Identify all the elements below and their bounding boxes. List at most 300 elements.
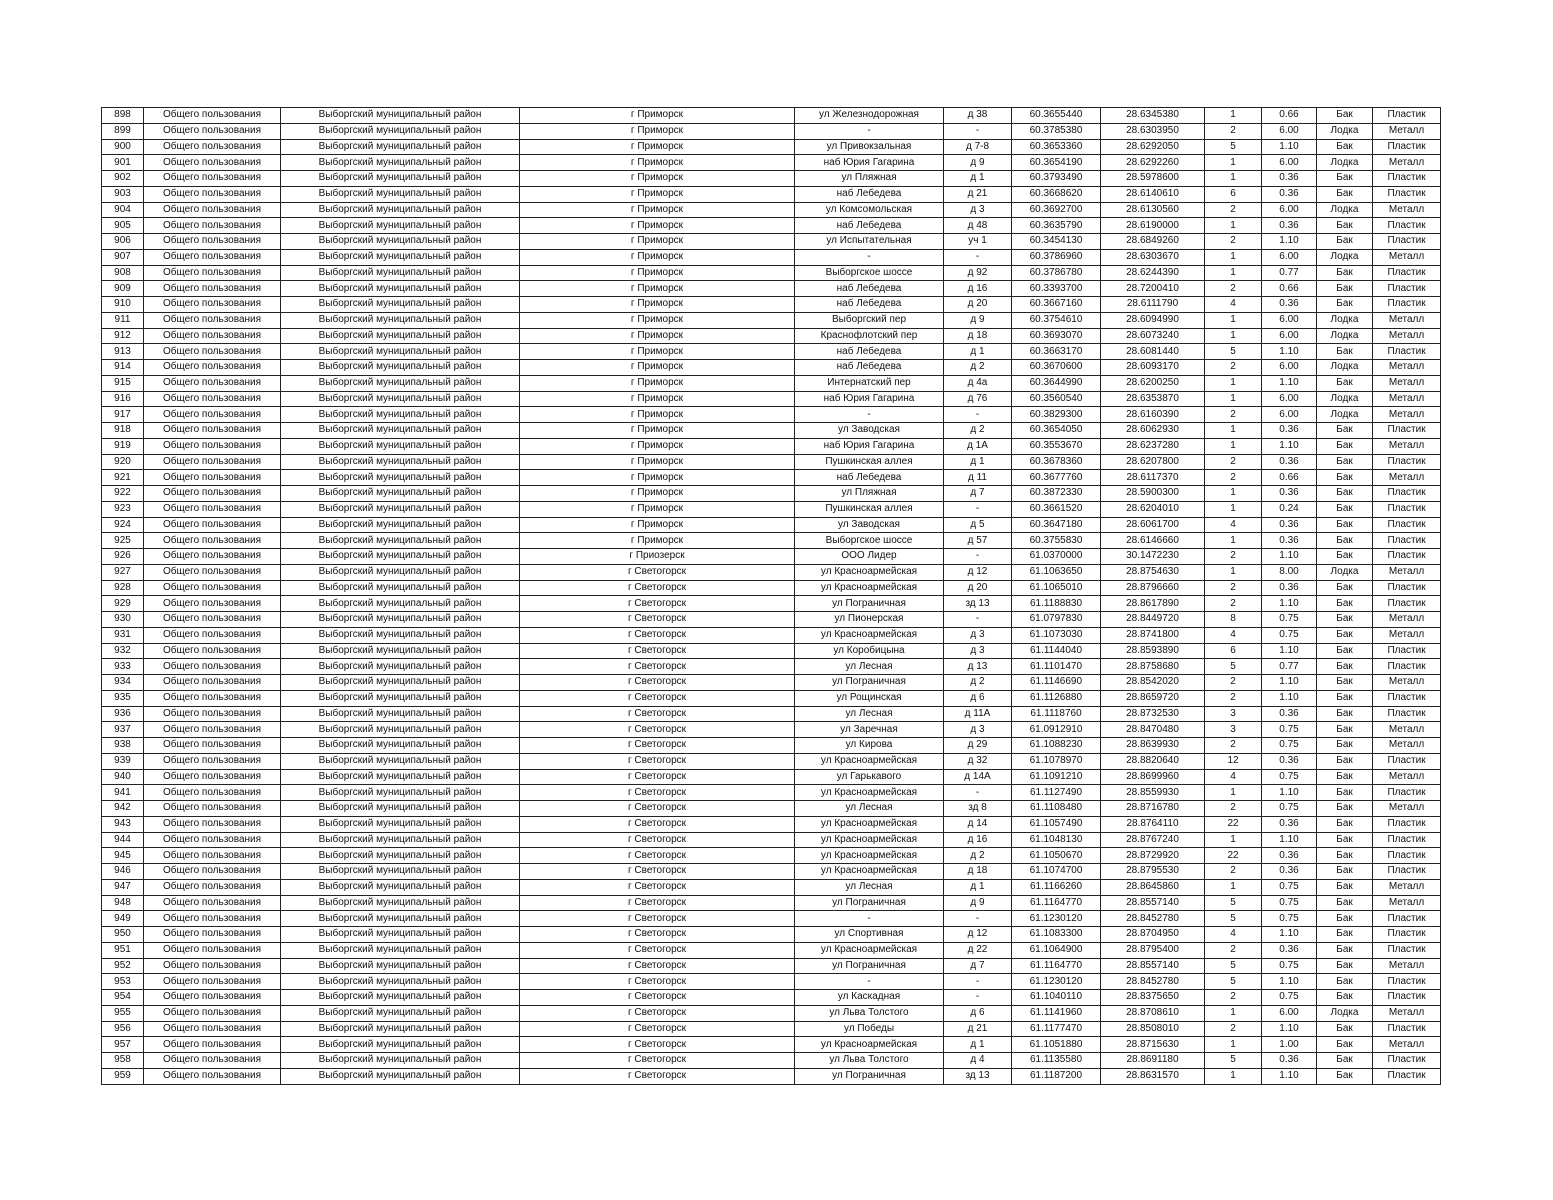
- material-cell: Пластик: [1373, 486, 1441, 502]
- count-cell: 2: [1205, 202, 1262, 218]
- longitude-cell: 28.8716780: [1101, 801, 1205, 817]
- latitude-cell: 61.1065010: [1012, 580, 1101, 596]
- longitude-cell: 28.6353870: [1101, 391, 1205, 407]
- row-number-cell: 903: [102, 186, 144, 202]
- table-row: [102, 297, 1441, 313]
- street-cell: ул Железнодорожная: [795, 108, 944, 124]
- latitude-cell: 61.1177470: [1012, 1021, 1101, 1037]
- longitude-cell: 28.6345380: [1101, 108, 1205, 124]
- container-type-cell: Бак: [1317, 974, 1373, 990]
- latitude-cell: 61.1135580: [1012, 1053, 1101, 1069]
- district-cell: Выборгский муниципальный район: [281, 879, 520, 895]
- usage-type-cell: Общего пользования: [144, 974, 281, 990]
- material-cell: Пластик: [1373, 580, 1441, 596]
- row-number-cell: 918: [102, 423, 144, 439]
- settlement-cell: г Приморск: [520, 454, 795, 470]
- material-cell: Металл: [1373, 738, 1441, 754]
- volume-cell: 1.10: [1262, 438, 1317, 454]
- material-cell: Металл: [1373, 612, 1441, 628]
- table-row: [102, 895, 1441, 911]
- table-row: [102, 123, 1441, 139]
- district-cell: Выборгский муниципальный район: [281, 895, 520, 911]
- usage-type-cell: Общего пользования: [144, 816, 281, 832]
- table-row: [102, 375, 1441, 391]
- usage-type-cell: Общего пользования: [144, 895, 281, 911]
- latitude-cell: 61.0370000: [1012, 549, 1101, 565]
- volume-cell: 0.75: [1262, 895, 1317, 911]
- district-cell: Выборгский муниципальный район: [281, 690, 520, 706]
- latitude-cell: 60.3653360: [1012, 139, 1101, 155]
- house-cell: д 6: [944, 690, 1012, 706]
- table-row: [102, 1005, 1441, 1021]
- latitude-cell: 60.3693070: [1012, 328, 1101, 344]
- settlement-cell: г Светогорск: [520, 927, 795, 943]
- table-row: [102, 1021, 1441, 1037]
- count-cell: 22: [1205, 848, 1262, 864]
- latitude-cell: 60.3668620: [1012, 186, 1101, 202]
- usage-type-cell: Общего пользования: [144, 564, 281, 580]
- settlement-cell: г Приморск: [520, 517, 795, 533]
- count-cell: 1: [1205, 486, 1262, 502]
- longitude-cell: 28.6062930: [1101, 423, 1205, 439]
- street-cell: ул Льва Толстого: [795, 1005, 944, 1021]
- settlement-cell: г Светогорск: [520, 738, 795, 754]
- row-number-cell: 949: [102, 911, 144, 927]
- latitude-cell: 61.1064900: [1012, 942, 1101, 958]
- container-type-cell: Лодка: [1317, 249, 1373, 265]
- container-type-cell: Бак: [1317, 1068, 1373, 1084]
- settlement-cell: г Светогорск: [520, 942, 795, 958]
- container-type-cell: Лодка: [1317, 123, 1373, 139]
- table-row: [102, 423, 1441, 439]
- usage-type-cell: Общего пользования: [144, 155, 281, 171]
- district-cell: Выборгский муниципальный район: [281, 738, 520, 754]
- count-cell: 4: [1205, 627, 1262, 643]
- street-cell: ул Пограничная: [795, 895, 944, 911]
- latitude-cell: 60.3872330: [1012, 486, 1101, 502]
- row-number-cell: 936: [102, 706, 144, 722]
- longitude-cell: 28.5900300: [1101, 486, 1205, 502]
- longitude-cell: 28.8758680: [1101, 659, 1205, 675]
- settlement-cell: г Светогорск: [520, 675, 795, 691]
- volume-cell: 6.00: [1262, 249, 1317, 265]
- row-number-cell: 906: [102, 234, 144, 250]
- house-cell: д 1: [944, 171, 1012, 187]
- street-cell: ул Красноармейская: [795, 785, 944, 801]
- house-cell: д 2: [944, 423, 1012, 439]
- street-cell: Выборгское шоссе: [795, 265, 944, 281]
- row-number-cell: 924: [102, 517, 144, 533]
- settlement-cell: г Светогорск: [520, 722, 795, 738]
- longitude-cell: 28.8639930: [1101, 738, 1205, 754]
- material-cell: Пластик: [1373, 549, 1441, 565]
- volume-cell: 0.36: [1262, 706, 1317, 722]
- latitude-cell: 60.3754610: [1012, 312, 1101, 328]
- container-type-cell: Бак: [1317, 769, 1373, 785]
- district-cell: Выборгский муниципальный район: [281, 659, 520, 675]
- street-cell: наб Юрия Гагарина: [795, 155, 944, 171]
- longitude-cell: 28.6190000: [1101, 218, 1205, 234]
- container-type-cell: Бак: [1317, 816, 1373, 832]
- house-cell: д 3: [944, 643, 1012, 659]
- count-cell: 2: [1205, 675, 1262, 691]
- container-type-cell: Лодка: [1317, 564, 1373, 580]
- longitude-cell: 28.6244390: [1101, 265, 1205, 281]
- district-cell: Выборгский муниципальный район: [281, 848, 520, 864]
- house-cell: -: [944, 911, 1012, 927]
- longitude-cell: 28.8691180: [1101, 1053, 1205, 1069]
- longitude-cell: 28.8645860: [1101, 879, 1205, 895]
- usage-type-cell: Общего пользования: [144, 1068, 281, 1084]
- count-cell: 4: [1205, 297, 1262, 313]
- container-type-cell: Бак: [1317, 942, 1373, 958]
- table-row: [102, 564, 1441, 580]
- district-cell: Выборгский муниципальный район: [281, 722, 520, 738]
- row-number-cell: 946: [102, 864, 144, 880]
- settlement-cell: г Приморск: [520, 501, 795, 517]
- district-cell: Выборгский муниципальный район: [281, 407, 520, 423]
- usage-type-cell: Общего пользования: [144, 438, 281, 454]
- usage-type-cell: Общего пользования: [144, 1053, 281, 1069]
- settlement-cell: г Приморск: [520, 108, 795, 124]
- row-number-cell: 902: [102, 171, 144, 187]
- longitude-cell: 28.6303670: [1101, 249, 1205, 265]
- count-cell: 2: [1205, 990, 1262, 1006]
- row-number-cell: 925: [102, 533, 144, 549]
- district-cell: Выборгский муниципальный район: [281, 864, 520, 880]
- settlement-cell: г Приморск: [520, 139, 795, 155]
- latitude-cell: 61.1127490: [1012, 785, 1101, 801]
- longitude-cell: 30.1472230: [1101, 549, 1205, 565]
- row-number-cell: 904: [102, 202, 144, 218]
- table-row: [102, 769, 1441, 785]
- row-number-cell: 920: [102, 454, 144, 470]
- count-cell: 1: [1205, 501, 1262, 517]
- longitude-cell: 28.8559930: [1101, 785, 1205, 801]
- longitude-cell: 28.6303950: [1101, 123, 1205, 139]
- district-cell: Выборгский муниципальный район: [281, 612, 520, 628]
- container-type-cell: Лодка: [1317, 328, 1373, 344]
- settlement-cell: г Светогорск: [520, 895, 795, 911]
- district-cell: Выборгский муниципальный район: [281, 517, 520, 533]
- latitude-cell: 61.1230120: [1012, 974, 1101, 990]
- longitude-cell: 28.8704950: [1101, 927, 1205, 943]
- street-cell: ул Красноармейская: [795, 848, 944, 864]
- material-cell: Пластик: [1373, 1021, 1441, 1037]
- house-cell: д 5: [944, 517, 1012, 533]
- count-cell: 2: [1205, 596, 1262, 612]
- count-cell: 2: [1205, 690, 1262, 706]
- volume-cell: 0.36: [1262, 297, 1317, 313]
- settlement-cell: г Светогорск: [520, 769, 795, 785]
- street-cell: Выборгский пер: [795, 312, 944, 328]
- material-cell: Пластик: [1373, 706, 1441, 722]
- settlement-cell: г Приморск: [520, 391, 795, 407]
- row-number-cell: 955: [102, 1005, 144, 1021]
- material-cell: Металл: [1373, 564, 1441, 580]
- settlement-cell: г Светогорск: [520, 596, 795, 612]
- usage-type-cell: Общего пользования: [144, 659, 281, 675]
- latitude-cell: 60.3678360: [1012, 454, 1101, 470]
- house-cell: д 7: [944, 486, 1012, 502]
- count-cell: 4: [1205, 517, 1262, 533]
- row-number-cell: 951: [102, 942, 144, 958]
- house-cell: д 2: [944, 675, 1012, 691]
- house-cell: зд 13: [944, 1068, 1012, 1084]
- longitude-cell: 28.6061700: [1101, 517, 1205, 533]
- longitude-cell: 28.8508010: [1101, 1021, 1205, 1037]
- latitude-cell: 61.1051880: [1012, 1037, 1101, 1053]
- latitude-cell: 60.3635790: [1012, 218, 1101, 234]
- street-cell: ул Заводская: [795, 423, 944, 439]
- longitude-cell: 28.6117370: [1101, 470, 1205, 486]
- container-type-cell: Бак: [1317, 344, 1373, 360]
- row-number-cell: 940: [102, 769, 144, 785]
- row-number-cell: 916: [102, 391, 144, 407]
- row-number-cell: 909: [102, 281, 144, 297]
- settlement-cell: г Приморск: [520, 186, 795, 202]
- house-cell: -: [944, 785, 1012, 801]
- container-type-cell: Бак: [1317, 753, 1373, 769]
- usage-type-cell: Общего пользования: [144, 186, 281, 202]
- row-number-cell: 914: [102, 360, 144, 376]
- house-cell: д 9: [944, 312, 1012, 328]
- material-cell: Пластик: [1373, 1068, 1441, 1084]
- container-type-cell: Бак: [1317, 832, 1373, 848]
- container-type-cell: Лодка: [1317, 1005, 1373, 1021]
- table-row: [102, 580, 1441, 596]
- street-cell: ул Красноармейская: [795, 864, 944, 880]
- material-cell: Пластик: [1373, 186, 1441, 202]
- house-cell: -: [944, 407, 1012, 423]
- count-cell: 2: [1205, 234, 1262, 250]
- latitude-cell: 61.1230120: [1012, 911, 1101, 927]
- usage-type-cell: Общего пользования: [144, 249, 281, 265]
- house-cell: д 13: [944, 659, 1012, 675]
- volume-cell: 0.36: [1262, 517, 1317, 533]
- material-cell: Пластик: [1373, 501, 1441, 517]
- latitude-cell: 61.1146690: [1012, 675, 1101, 691]
- street-cell: -: [795, 123, 944, 139]
- count-cell: 1: [1205, 1068, 1262, 1084]
- latitude-cell: 61.1187200: [1012, 1068, 1101, 1084]
- longitude-cell: 28.8699960: [1101, 769, 1205, 785]
- count-cell: 1: [1205, 438, 1262, 454]
- container-type-cell: Лодка: [1317, 155, 1373, 171]
- material-cell: Металл: [1373, 801, 1441, 817]
- row-number-cell: 930: [102, 612, 144, 628]
- latitude-cell: 61.1073030: [1012, 627, 1101, 643]
- street-cell: наб Лебедева: [795, 297, 944, 313]
- volume-cell: 0.36: [1262, 486, 1317, 502]
- latitude-cell: 61.1118760: [1012, 706, 1101, 722]
- volume-cell: 0.75: [1262, 738, 1317, 754]
- usage-type-cell: Общего пользования: [144, 643, 281, 659]
- house-cell: д 7: [944, 958, 1012, 974]
- house-cell: д 21: [944, 1021, 1012, 1037]
- container-type-cell: Бак: [1317, 108, 1373, 124]
- container-type-cell: Бак: [1317, 958, 1373, 974]
- street-cell: Выборгское шоссе: [795, 533, 944, 549]
- usage-type-cell: Общего пользования: [144, 328, 281, 344]
- latitude-cell: 61.1091210: [1012, 769, 1101, 785]
- house-cell: д 9: [944, 895, 1012, 911]
- volume-cell: 0.75: [1262, 627, 1317, 643]
- material-cell: Металл: [1373, 895, 1441, 911]
- district-cell: Выборгский муниципальный район: [281, 942, 520, 958]
- material-cell: Пластик: [1373, 171, 1441, 187]
- container-type-cell: Бак: [1317, 612, 1373, 628]
- material-cell: Металл: [1373, 769, 1441, 785]
- container-type-cell: Бак: [1317, 265, 1373, 281]
- container-type-cell: Бак: [1317, 580, 1373, 596]
- street-cell: ул Спортивная: [795, 927, 944, 943]
- material-cell: Пластик: [1373, 596, 1441, 612]
- count-cell: 1: [1205, 249, 1262, 265]
- row-number-cell: 937: [102, 722, 144, 738]
- district-cell: Выборгский муниципальный район: [281, 123, 520, 139]
- district-cell: Выборгский муниципальный район: [281, 265, 520, 281]
- volume-cell: 0.36: [1262, 1053, 1317, 1069]
- count-cell: 2: [1205, 738, 1262, 754]
- container-type-cell: Бак: [1317, 281, 1373, 297]
- count-cell: 2: [1205, 549, 1262, 565]
- count-cell: 1: [1205, 265, 1262, 281]
- volume-cell: 1.10: [1262, 596, 1317, 612]
- table-row: [102, 108, 1441, 124]
- latitude-cell: 60.3663170: [1012, 344, 1101, 360]
- latitude-cell: 60.3692700: [1012, 202, 1101, 218]
- longitude-cell: 28.6204010: [1101, 501, 1205, 517]
- longitude-cell: 28.6207800: [1101, 454, 1205, 470]
- count-cell: 5: [1205, 1053, 1262, 1069]
- table-row: [102, 879, 1441, 895]
- settlement-cell: г Светогорск: [520, 990, 795, 1006]
- material-cell: Пластик: [1373, 816, 1441, 832]
- street-cell: ул Пограничная: [795, 675, 944, 691]
- usage-type-cell: Общего пользования: [144, 675, 281, 691]
- latitude-cell: 61.1141960: [1012, 1005, 1101, 1021]
- table-row: [102, 848, 1441, 864]
- table-row: [102, 801, 1441, 817]
- district-cell: Выборгский муниципальный район: [281, 155, 520, 171]
- district-cell: Выборгский муниципальный район: [281, 675, 520, 691]
- count-cell: 5: [1205, 958, 1262, 974]
- material-cell: Металл: [1373, 312, 1441, 328]
- usage-type-cell: Общего пользования: [144, 171, 281, 187]
- settlement-cell: г Светогорск: [520, 1068, 795, 1084]
- street-cell: ул Победы: [795, 1021, 944, 1037]
- container-type-cell: Лодка: [1317, 202, 1373, 218]
- count-cell: 2: [1205, 470, 1262, 486]
- latitude-cell: 60.3786780: [1012, 265, 1101, 281]
- volume-cell: 1.10: [1262, 1068, 1317, 1084]
- usage-type-cell: Общего пользования: [144, 596, 281, 612]
- settlement-cell: г Светогорск: [520, 706, 795, 722]
- latitude-cell: 61.1188830: [1012, 596, 1101, 612]
- district-cell: Выборгский муниципальный район: [281, 627, 520, 643]
- latitude-cell: 61.1083300: [1012, 927, 1101, 943]
- material-cell: Пластик: [1373, 533, 1441, 549]
- row-number-cell: 939: [102, 753, 144, 769]
- volume-cell: 0.36: [1262, 753, 1317, 769]
- container-type-cell: Лодка: [1317, 312, 1373, 328]
- district-cell: Выборгский муниципальный район: [281, 533, 520, 549]
- district-cell: Выборгский муниципальный район: [281, 249, 520, 265]
- street-cell: ул Красноармейская: [795, 832, 944, 848]
- table-row: [102, 958, 1441, 974]
- container-type-cell: Бак: [1317, 911, 1373, 927]
- street-cell: ул Красноармейская: [795, 1037, 944, 1053]
- street-cell: ул Пограничная: [795, 958, 944, 974]
- longitude-cell: 28.6849260: [1101, 234, 1205, 250]
- house-cell: д 11: [944, 470, 1012, 486]
- container-type-cell: Лодка: [1317, 391, 1373, 407]
- volume-cell: 0.75: [1262, 769, 1317, 785]
- container-type-cell: Бак: [1317, 848, 1373, 864]
- house-cell: д 32: [944, 753, 1012, 769]
- volume-cell: 1.10: [1262, 927, 1317, 943]
- usage-type-cell: Общего пользования: [144, 864, 281, 880]
- table-row: [102, 139, 1441, 155]
- row-number-cell: 931: [102, 627, 144, 643]
- material-cell: Металл: [1373, 202, 1441, 218]
- count-cell: 2: [1205, 801, 1262, 817]
- longitude-cell: 28.8708610: [1101, 1005, 1205, 1021]
- longitude-cell: 28.8820640: [1101, 753, 1205, 769]
- container-type-cell: Бак: [1317, 1021, 1373, 1037]
- row-number-cell: 935: [102, 690, 144, 706]
- house-cell: зд 8: [944, 801, 1012, 817]
- table-row: [102, 234, 1441, 250]
- volume-cell: 0.36: [1262, 423, 1317, 439]
- volume-cell: 0.66: [1262, 281, 1317, 297]
- usage-type-cell: Общего пользования: [144, 706, 281, 722]
- latitude-cell: 60.3454130: [1012, 234, 1101, 250]
- settlement-cell: г Приморск: [520, 407, 795, 423]
- latitude-cell: 61.1101470: [1012, 659, 1101, 675]
- street-cell: ул Лесная: [795, 801, 944, 817]
- settlement-cell: г Приморск: [520, 123, 795, 139]
- house-cell: д 21: [944, 186, 1012, 202]
- container-type-cell: Бак: [1317, 1037, 1373, 1053]
- latitude-cell: 60.3785380: [1012, 123, 1101, 139]
- district-cell: Выборгский муниципальный район: [281, 643, 520, 659]
- material-cell: Пластик: [1373, 218, 1441, 234]
- district-cell: Выборгский муниципальный район: [281, 108, 520, 124]
- usage-type-cell: Общего пользования: [144, 942, 281, 958]
- settlement-cell: г Светогорск: [520, 1037, 795, 1053]
- container-type-cell: Лодка: [1317, 360, 1373, 376]
- count-cell: 1: [1205, 832, 1262, 848]
- material-cell: Металл: [1373, 360, 1441, 376]
- house-cell: д 22: [944, 942, 1012, 958]
- house-cell: -: [944, 249, 1012, 265]
- settlement-cell: г Светогорск: [520, 1053, 795, 1069]
- count-cell: 5: [1205, 659, 1262, 675]
- container-type-cell: Бак: [1317, 879, 1373, 895]
- district-cell: Выборгский муниципальный район: [281, 486, 520, 502]
- volume-cell: 0.36: [1262, 864, 1317, 880]
- table-row: [102, 1053, 1441, 1069]
- volume-cell: 0.75: [1262, 990, 1317, 1006]
- longitude-cell: 28.6093170: [1101, 360, 1205, 376]
- latitude-cell: 60.3654050: [1012, 423, 1101, 439]
- settlement-cell: г Приморск: [520, 438, 795, 454]
- count-cell: 1: [1205, 564, 1262, 580]
- settlement-cell: г Приморск: [520, 171, 795, 187]
- house-cell: д 76: [944, 391, 1012, 407]
